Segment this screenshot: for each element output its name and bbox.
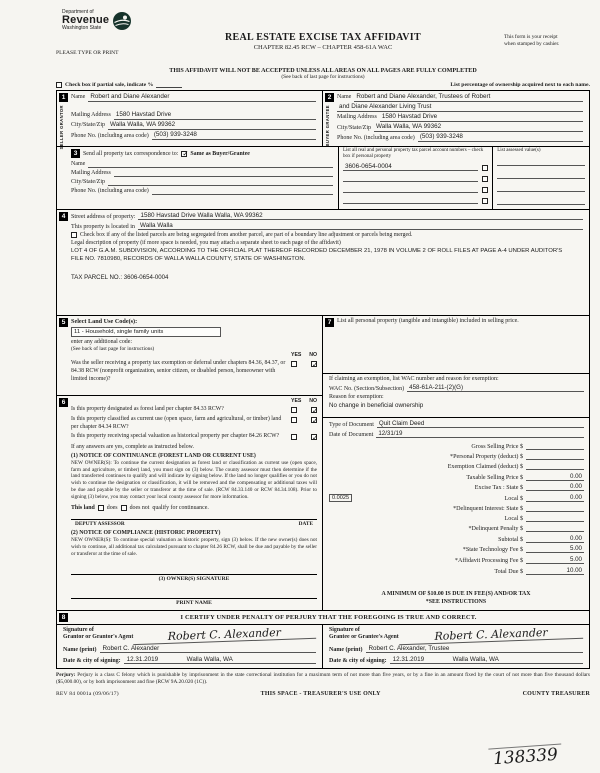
personal-property-checkbox-2[interactable] [482, 176, 488, 182]
grantee-city-field[interactable]: Walla Walla, WA [450, 656, 583, 664]
please-type-note: PLEASE TYPE OR PRINT [56, 50, 119, 56]
local-rate-box: 0.0025 [329, 494, 352, 502]
seller-name-field[interactable]: Robert and Diane Alexander [88, 93, 316, 102]
delinquent-interest-state-label: *Delinquent Interest: State $ [453, 506, 523, 513]
send-correspondence-label: Send all property tax correspondence to: [83, 150, 179, 157]
section-1-badge: 1 [59, 93, 68, 102]
current-use-question-text: Is this property classified as current use (open space, farm and agricultural, or timber) land per chapter 84.34 RCW? [71, 416, 282, 430]
subtotal-value[interactable]: 0.00 [526, 535, 584, 543]
buyer-address-field[interactable]: 1580 Havstad Drive [380, 113, 583, 122]
logo-dept-line: Department of [62, 9, 94, 15]
if-yes-note: If any answers are yes, complete as instructed below. [71, 443, 194, 450]
owner-signature-label: (3) OWNER(S) SIGNATURE [158, 575, 230, 582]
form-sheet [56, 8, 590, 697]
grantee-date-field[interactable]: 12.31.2019 [390, 656, 450, 664]
notice-compliance-body: NEW OWNER(S): To continue special valuation as historic property, sign (3) below. If the new owner(s) does not wish to continue, all additional tax calculated pursuant to chapter 84.26 RCW, shall be due and payable by the seller or transferor at the time of sale. [71, 537, 317, 557]
exemption-claimed-label: Exemption Claimed (deduct) $ [447, 464, 523, 471]
logo-state-line: Washington State [62, 25, 102, 31]
personal-property-deduct-label: *Personal Property (deduct) $ [450, 454, 523, 461]
dor-logo-icon [112, 11, 132, 31]
personal-property-area [323, 316, 589, 374]
section5-see-back: (See back of last page for instructions) [71, 346, 155, 353]
seller-phone-field[interactable]: (503) 939-3248 [152, 131, 316, 140]
forest-land-question-text: Is this property designated as forest land per chapter 84.33 RCW? [71, 406, 224, 413]
signatures-row [57, 625, 589, 668]
deputy-assessor-label: DEPUTY ASSESSOR [75, 521, 125, 528]
assessed-value-field-1[interactable] [497, 156, 585, 166]
does-not-label: does not [129, 505, 150, 512]
seller-address-field[interactable]: 1580 Havstad Drive [114, 111, 316, 120]
section-5 [57, 316, 322, 396]
section-3-badge: 3 [71, 149, 80, 158]
notice-continuance-title: (1) NOTICE OF CONTINUANCE (FOREST LAND OR CURRENT USE) [71, 452, 256, 459]
logo-revenue-line: Revenue [62, 14, 110, 26]
section-7 [323, 316, 589, 609]
grantor-signature-block [57, 625, 323, 668]
corr-phone-label: Phone No. (including area code) [71, 187, 149, 194]
exemption-claimed-value[interactable] [526, 463, 584, 471]
subtotal-label: Subtotal $ [498, 536, 523, 543]
personal-property-checkbox-4[interactable] [482, 198, 488, 204]
grantor-date-field[interactable]: 12.31.2019 [124, 656, 184, 664]
excise-tax-state-value[interactable]: 0.00 [526, 483, 584, 491]
grantee-signature-label: Signature of Grantee or Grantee's Agent [329, 626, 399, 641]
buyer-name-label: Name [337, 94, 352, 101]
dor-logo [62, 10, 132, 31]
parcel-numbers-header: List all real and personal property tax parcel account numbers – check box if personal property [342, 148, 484, 160]
corr-name-label: Name [71, 160, 86, 167]
corr-address-label: Mailing Address [71, 169, 111, 176]
excise-tax-state-label: Excise Tax : State $ [474, 485, 523, 492]
partial-sale-checkbox[interactable] [56, 82, 62, 88]
grantor-name-print-field[interactable]: Robert C. Alexander [100, 645, 317, 653]
ownership-note: List percentage of ownership acquired next to each name. [450, 82, 590, 88]
yes-header: YES [291, 398, 302, 405]
forest-land-yes-checkbox[interactable] [291, 407, 297, 413]
current-use-yes-checkbox[interactable] [291, 417, 297, 423]
forest-land-no-checkbox[interactable] [311, 407, 317, 413]
seller-name-label: Name [71, 94, 86, 101]
buyer-section [323, 91, 589, 146]
grantee-signature-block [323, 625, 589, 668]
qualify-label: qualify for continuance. [152, 505, 209, 512]
exemption-area [323, 374, 589, 418]
assessed-values-header: List assessed value(s) [497, 148, 541, 154]
receipt-line2: when stamped by cashier. [504, 41, 560, 48]
corr-phone-field[interactable] [152, 187, 333, 195]
parties-row [57, 91, 589, 150]
gross-selling-price-label: Gross Selling Price $ [471, 443, 523, 450]
reason-exemption-label: Reason for exemption: [329, 394, 384, 401]
section-8-badge: 8 [59, 613, 68, 622]
partial-sale-row [56, 82, 590, 88]
no-header: NO [309, 398, 317, 405]
same-as-buyer-label: Same as Buyer/Grantee [190, 150, 250, 157]
delinquent-interest-local-label: Local $ [504, 516, 523, 523]
form-rev-number: REV 84 0001a (09/06/17) [56, 690, 119, 697]
same-as-buyer-checkbox[interactable] [181, 151, 187, 157]
section-4-badge: 4 [59, 212, 68, 221]
historic-property-question-text: Is this property receiving special valuation as historical property per chapter 84.26 RCW? [71, 433, 280, 440]
form-subtitle: CHAPTER 82.45 RCW – CHAPTER 458-61A WAC [253, 44, 393, 51]
treasurer-stamp-number: 138339 [488, 743, 562, 769]
print-name-line[interactable] [71, 590, 317, 599]
legal-description-text[interactable]: LOT 4 OF G.A.M. SUBDIVISION, ACCORDING TO THE OFFICIAL PLAT THEREOF RECORDED DECEMBER 21, 1978 IN VOLUME 2 OF ROLL FILES AT PAGE A-4 UNDER AUDITOR'S FILE NO. 7810980, RECORDS OF WALLA WALLA COUNTY, STATE OF WASHINGTON. [71, 248, 563, 263]
deputy-date-labels [71, 521, 317, 527]
document-info-area [323, 418, 589, 442]
seller-city-field[interactable]: Walla Walla, WA 99362 [108, 121, 316, 130]
personal-property-deduct-value[interactable] [526, 453, 584, 461]
buyer-address-label: Mailing Address [337, 114, 377, 121]
grantee-name-print-field[interactable]: Robert C. Alexander, Trustee [366, 645, 584, 653]
grantor-city-field[interactable]: Walla Walla, WA [184, 656, 316, 664]
total-due-value[interactable]: 10.00 [526, 567, 584, 575]
buyer-name-field-line1[interactable]: Robert and Diane Alexander, Trustees of Robert [354, 93, 583, 102]
notice-continuance-body: NEW OWNER(S): To continue the current designation as forest land or classification as current use (open space, farm and agriculture, or timber) land, you must sign on (3) below. The county assessor must then determine if the land transferred continues to qualify and will indicate by signing below. If the land no longer qualifies or you do not wish to continue the designation or classification, it will be removed and the compensating or additional taxes will be due and payable by the seller or transferor at the time of sale. (RCW 84.33.140 or RCW 84.34.108). Prior to signing (3) below, you may contact your local county assessor for more information. [71, 459, 317, 501]
section-7-badge: 7 [325, 318, 334, 327]
see-instructions-text: *SEE INSTRUCTIONS [425, 598, 487, 605]
located-field[interactable]: Walla Walla [138, 222, 583, 230]
parcel-number-field-1[interactable]: 3606-0654-0004 [343, 163, 478, 171]
segregated-label: Check box if any of the listed parcels are being segregated from another parcel, are part of a boundary line adjustment or parcels being merged. [80, 232, 413, 239]
grantee-date-label: Date & city of signing: [329, 657, 387, 664]
assessed-values-col [493, 147, 589, 209]
section-4 [57, 210, 589, 316]
form-body [56, 90, 590, 669]
doc-type-field[interactable]: Quit Claim Deed [377, 420, 584, 428]
seller-city-label: City/State/Zip [71, 122, 105, 129]
doc-date-label: Date of Document [329, 432, 374, 439]
minimum-due-text: A MINIMUM OF $10.00 IS DUE IN FEE(S) AND/OR TAX [381, 590, 531, 597]
buyer-city-label: City/State/Zip [337, 124, 371, 131]
section-6-badge: 6 [59, 398, 68, 407]
middle-sections-row [57, 316, 589, 610]
historic-no-checkbox[interactable] [311, 434, 317, 440]
buyer-phone-field[interactable]: (503) 939-3248 [418, 133, 583, 142]
form-title: REAL ESTATE EXCISE TAX AFFIDAVIT [225, 32, 421, 43]
section5-yesno-header [291, 352, 317, 358]
perjury-lead: Perjury: [56, 671, 76, 678]
state-technology-fee-value[interactable]: 5.00 [526, 545, 584, 553]
receipt-line1: This form is your receipt [504, 34, 558, 40]
affidavit-processing-fee-label: *Affidavit Processing Fee $ [454, 558, 523, 565]
perjury-note [56, 672, 590, 686]
historic-property-question [71, 433, 317, 441]
land-does-not-checkbox[interactable] [121, 505, 127, 511]
assessed-value-field-3[interactable] [497, 182, 585, 192]
print-name-label: PRINT NAME [176, 599, 212, 606]
taxable-selling-price-value[interactable]: 0.00 [526, 473, 584, 481]
see-back-note: (See back of last page for instructions) [281, 74, 365, 80]
grantor-signature-field[interactable]: Robert C. Alexander [133, 625, 316, 644]
corr-city-field[interactable] [108, 178, 333, 186]
wac-number-field[interactable]: 458-61A-211-(2)(G) [407, 384, 584, 392]
partial-percent-field[interactable] [156, 82, 182, 88]
certify-statement: I CERTIFY UNDER PENALTY OF PERJURY THAT THE FOREGOING IS TRUE AND CORRECT. [180, 613, 477, 621]
footer-row [56, 691, 590, 697]
grantor-signature-label: Signature of Grantor or Grantor's Agent [63, 626, 134, 641]
deputy-assessor-signature-line[interactable] [71, 511, 317, 520]
delinquent-penalty-label: *Delinquent Penalty $ [468, 526, 523, 533]
seller-exemption-question [71, 360, 317, 383]
current-use-question [71, 416, 317, 431]
buyer-side-label: BUYER GRANTEE [325, 105, 330, 147]
parcel-number-field-3[interactable] [343, 185, 478, 193]
partial-sale-label: Check box if partial sale, indicate % [65, 82, 154, 88]
delinquent-interest-state-value[interactable] [526, 505, 584, 513]
treasurer-space-label: THIS SPACE - TREASURER'S USE ONLY [260, 690, 381, 697]
state-technology-fee-label: *State Technology Fee $ [462, 547, 523, 554]
perjury-body: Perjury is a class C felony which is punishable by imprisonment in the state correctional institution for a maximum term of not more than five years, or by a fine in an amount fixed by the court of not more than five thousand dollars ($5,000.00), or by both imprisonment and fine (RCW 9A.20.020 (1C)). [56, 671, 590, 685]
gross-selling-price-value[interactable] [526, 442, 584, 450]
seller-section [57, 91, 323, 150]
forest-land-question [71, 406, 317, 414]
reason-exemption-value[interactable]: No change in beneficial ownership [329, 402, 424, 410]
seller-phone-label: Phone No. (including area code) [71, 132, 149, 139]
excise-tax-local-value[interactable]: 0.00 [526, 494, 584, 502]
corr-address-field[interactable] [114, 169, 333, 177]
dor-logo-text [62, 10, 109, 31]
historic-yes-checkbox[interactable] [291, 434, 297, 440]
grantor-name-print-label: Name (print) [63, 646, 97, 653]
personal-property-checkbox-1[interactable] [482, 165, 488, 171]
land-does-checkbox[interactable] [98, 505, 104, 511]
warning-line: THIS AFFIDAVIT WILL NOT BE ACCEPTED UNLESS ALL AREAS ON ALL PAGES ARE FULLY COMPLETED [169, 68, 477, 74]
segregated-checkbox[interactable] [71, 232, 77, 238]
personal-property-header: List all personal property (tangible and intangible) included in selling price. [337, 318, 519, 325]
delinquent-interest-local-value[interactable] [526, 515, 584, 523]
no-header: NO [309, 352, 317, 359]
seller-address-label: Mailing Address [71, 112, 111, 119]
form-header [56, 8, 590, 68]
buyer-city-field[interactable]: Walla Walla, WA 99362 [374, 123, 583, 132]
seller-side-label: SELLER GRANTOR [59, 105, 64, 150]
tax-correspondence-col [57, 147, 339, 209]
excise-tax-local-label: Local $ [504, 495, 523, 502]
exemption-intro: If claiming an exemption, list WAC number and reason for exemption: [329, 376, 499, 383]
this-land-label: This land [71, 505, 95, 512]
title-block [116, 32, 530, 51]
located-label: This property is located in [71, 224, 135, 231]
section-5-badge: 5 [59, 318, 68, 327]
assessed-value-field-4[interactable] [497, 195, 585, 205]
parcel-numbers-col [339, 147, 493, 209]
seller-exemption-no-checkbox[interactable] [311, 361, 317, 367]
date-label: DATE [298, 521, 313, 528]
grantee-signature-field[interactable]: Robert C. Alexander [399, 625, 584, 645]
delinquent-penalty-value[interactable] [526, 525, 584, 533]
section6-yesno-header [291, 398, 317, 404]
owner-signature-line[interactable] [71, 566, 317, 575]
legal-description-label: Legal description of property (if more space is needed, you may attach a separate sheet to each page of the affidavit) [71, 240, 341, 247]
land-use-code-select[interactable]: 11 - Household, single family units [71, 327, 221, 337]
county-treasurer-label: COUNTY TREASURER [522, 690, 590, 697]
yes-header: YES [291, 352, 302, 359]
total-due-label: Total Due $ [494, 568, 523, 575]
additional-code-label: enter any additional code: [71, 339, 133, 346]
receipt-note [504, 34, 590, 48]
seller-exemption-question-text: Was the seller receiving a property tax exemption or deferral under chapters 84.36, 84.37, or 84.38 RCW (nonprofit organization, senior citizen, or disabled person, homeowner with limited income)? [71, 360, 286, 382]
section-8 [57, 611, 589, 668]
section-2-badge: 2 [325, 93, 334, 102]
does-label: does [106, 505, 118, 512]
current-use-no-checkbox[interactable] [311, 417, 317, 423]
left-column [57, 316, 323, 609]
corr-city-label: City/State/Zip [71, 178, 105, 185]
grantee-name-print-label: Name (print) [329, 646, 363, 653]
taxable-selling-price-label: Taxable Selling Price $ [466, 474, 523, 481]
street-address-field[interactable]: 1580 Havstad Drive Walla Walla, WA 99362 [138, 212, 583, 220]
grantor-date-label: Date & city of signing: [63, 657, 121, 664]
tax-parcel-line: TAX PARCEL NO.: 3606-0654-0004 [71, 273, 169, 281]
certify-row [57, 611, 589, 625]
affidavit-processing-fee-value[interactable]: 5.00 [526, 556, 584, 564]
parcel-number-field-2[interactable] [343, 174, 478, 182]
doc-type-label: Type of Document [329, 422, 374, 429]
corr-name-field[interactable] [88, 160, 333, 168]
minimum-due-note [323, 590, 589, 610]
notice-compliance-title: (2) NOTICE OF COMPLIANCE (HISTORIC PROPERTY) [71, 530, 221, 537]
wac-label: WAC No. (Section/Subsection) [329, 386, 405, 393]
buyer-phone-label: Phone No. (including area code) [337, 134, 415, 141]
seller-spacer [71, 103, 316, 111]
buyer-name-field-line2[interactable]: and Diane Alexander Living Trust [337, 103, 583, 112]
personal-property-checkbox-3[interactable] [482, 187, 488, 193]
assessed-value-field-2[interactable] [497, 169, 585, 179]
street-address-label: Street address of property: [71, 214, 136, 221]
land-use-label: Select Land Use Code(s): [71, 318, 138, 326]
section-6 [57, 396, 322, 609]
seller-exemption-yes-checkbox[interactable] [291, 361, 297, 367]
section-3 [57, 147, 589, 210]
parcel-number-field-4[interactable] [343, 196, 478, 204]
financial-area [323, 442, 589, 589]
doc-date-field[interactable]: 12/31/19 [376, 430, 584, 438]
